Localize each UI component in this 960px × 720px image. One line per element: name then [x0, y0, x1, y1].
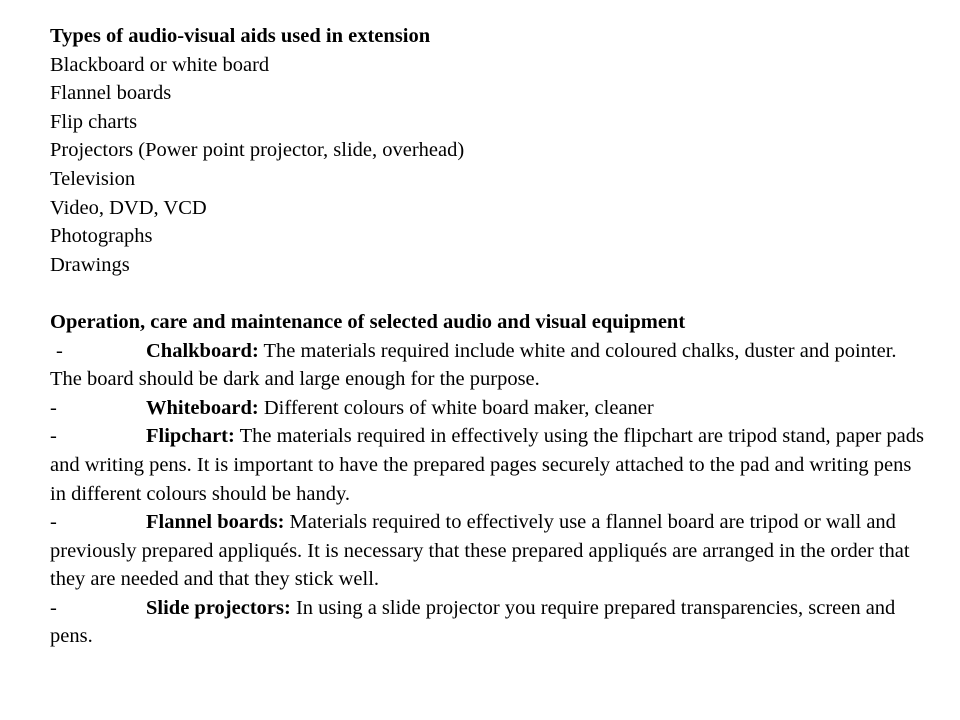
entry-term: Chalkboard: [146, 339, 259, 362]
entry-term: Flannel boards: [146, 511, 285, 534]
list-item: Flip charts [50, 110, 138, 133]
list-item: Television [50, 167, 136, 190]
list-item: Photographs [50, 225, 153, 248]
entry-dash: - [50, 511, 57, 534]
entry-slide-projectors [50, 594, 930, 651]
entry-dash: - [50, 396, 57, 419]
section-heading-types: Types of audio-visual aids used in extension [50, 25, 431, 47]
entry-dash: - [56, 339, 63, 362]
entry-text: Materials required to effectively use a flannel board are tripod or wall and previously prepared appliqués. It is necessary that these prepared appliqués are arranged in the order that they are needed and that they stick well. [50, 511, 910, 591]
list-item: Video, DVD, VCD [50, 196, 207, 219]
entry-term: Slide projectors: [146, 596, 291, 619]
entry-text: Different colours of white board maker, cleaner [258, 396, 654, 419]
list-item: Flannel boards [50, 82, 172, 105]
entry-flannel-boards [50, 508, 930, 594]
list-item: Blackboard or white board [50, 53, 270, 76]
list-item: Projectors (Power point projector, slide, overhead) [50, 139, 465, 162]
entry-text: The materials required in effectively using the flipchart are tripod stand, paper pads and writing pens. It is important to have the prepared pages securely attached to the pad and writing pens in different colours should be handy. [50, 425, 924, 505]
entry-text: The materials required include white and coloured chalks, duster and pointer. The board should be dark and large enough for the purpose. [50, 339, 897, 391]
entry-dash: - [50, 425, 57, 448]
entry-flipchart [50, 422, 930, 508]
document-body [50, 22, 930, 651]
section-spacer [50, 279, 930, 308]
entry-term: Whiteboard: [146, 396, 259, 419]
entry-term: Flipchart: [146, 425, 235, 448]
list-item: Drawings [50, 253, 130, 276]
section-heading-operation: Operation, care and maintenance of selected audio and visual equipment [50, 310, 686, 333]
entry-chalkboard [50, 337, 930, 394]
entry-whiteboard [50, 394, 930, 423]
entry-text: In using a slide projector you require prepared transparencies, screen and pens. [50, 596, 896, 648]
entry-dash: - [50, 596, 57, 619]
